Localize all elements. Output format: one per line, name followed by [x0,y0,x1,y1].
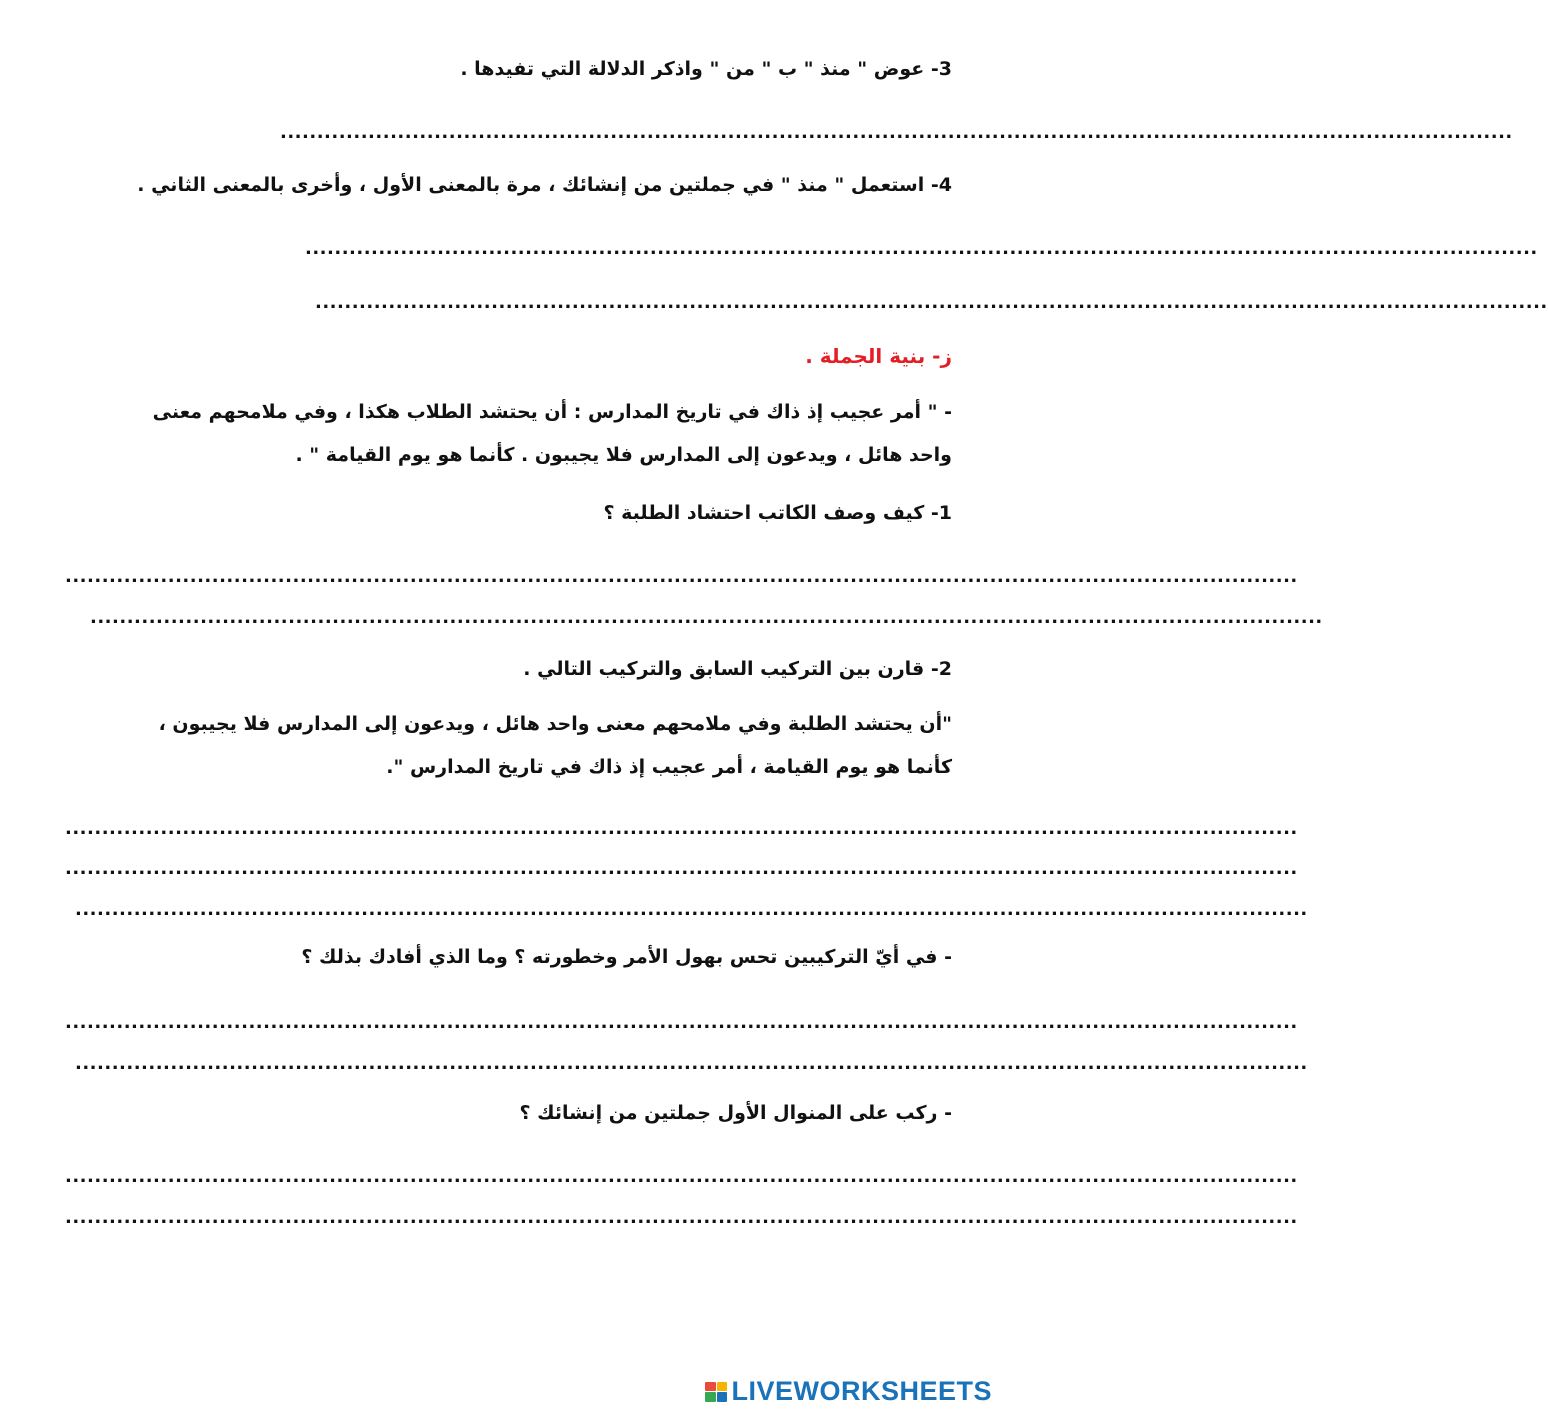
logo-blocks-icon [705,1382,727,1402]
quote-line-2: كأنما هو يوم القيامة ، أمر عجيب إذ ذاك في تاريخ المدارس ". [386,756,952,778]
liveworksheets-logo [705,1376,992,1407]
answer-line[interactable]: ........................................................................................................................................................................ [75,1053,1308,1074]
question-3: 3- عوض " منذ " ب " من " واذكر الدلالة التي تفيدها . [460,58,952,80]
answer-line[interactable]: ........................................................................................................................................................................ [305,238,1538,259]
answer-line[interactable]: ........................................................................................................................................................................ [65,1166,1298,1187]
answer-line[interactable]: ........................................................................................................................................................................ [65,1207,1298,1228]
answer-line[interactable]: ........................................................................................................................................................................ [315,292,1548,313]
question-4: 4- استعمل " منذ " في جملتين من إنشائك ، مرة بالمعنى الأول ، وأخرى بالمعنى الثاني . [137,174,952,196]
answer-line[interactable]: ........................................................................................................................................................................ [90,607,1323,628]
answer-line[interactable]: ........................................................................................................................................................................ [65,818,1298,839]
passage-line-2: واحد هائل ، ويدعون إلى المدارس فلا يجيبون . كأنما هو يوم القيامة " . [295,444,952,466]
answer-line[interactable]: ........................................................................................................................................................................ [65,566,1298,587]
question-2: 2- قارن بين التركيب السابق والتركيب التالي . [523,658,952,680]
question-1: 1- كيف وصف الكاتب احتشاد الطلبة ؟ [603,502,952,524]
answer-line[interactable]: ........................................................................................................................................................................ [280,122,1513,143]
answer-line[interactable]: ........................................................................................................................................................................ [65,858,1298,879]
section-heading: ز- بنية الجملة . [805,344,952,368]
quote-line-1: "أن يحتشد الطلبة وفي ملامحهم معنى واحد هائل ، ويدعون إلى المدارس فلا يجيبون ، [158,713,952,735]
question-compare: - في أيّ التركيبين تحس بهول الأمر وخطورته ؟ وما الذي أفادك بذلك ؟ [301,946,952,968]
answer-line[interactable]: ........................................................................................................................................................................ [75,899,1308,920]
brand-name: LIVEWORKSHEETS [731,1376,992,1406]
answer-line[interactable]: ........................................................................................................................................................................ [65,1012,1298,1033]
question-compose: - ركب على المنوال الأول جملتين من إنشائك ؟ [519,1102,952,1124]
passage-line-1: - " أمر عجيب إذ ذاك في تاريخ المدارس : أن يحتشد الطلاب هكذا ، وفي ملامحهم معنى [152,401,952,423]
